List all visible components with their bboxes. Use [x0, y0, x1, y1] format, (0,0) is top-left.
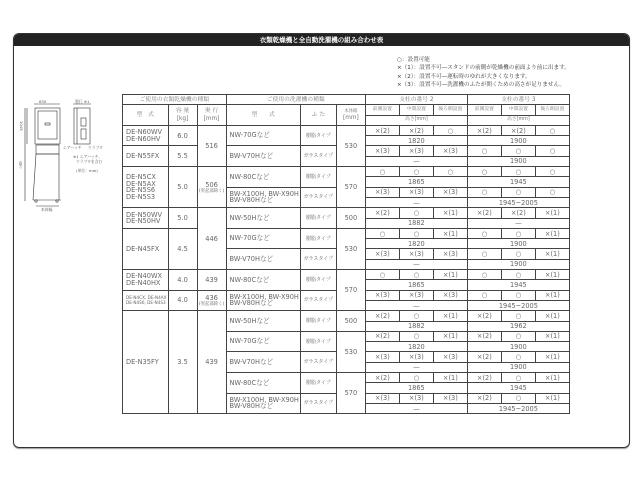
pillar3-mark: ○ [535, 167, 569, 177]
washer-model: NW-80Cなど [229, 172, 270, 181]
pillar2-mark: ×(3) [433, 290, 467, 300]
washer-width-cell: 530 [336, 228, 365, 269]
dryer-depth-cell [197, 125, 226, 166]
pillar2-mark: ○ [365, 270, 399, 280]
washer-model-cell [226, 228, 300, 249]
dryer-model-cell [123, 270, 169, 291]
table-row [123, 311, 570, 321]
pillar3-height: 1900 [467, 136, 569, 146]
washer-model-cell [226, 331, 300, 352]
diagram-note-2: ウラブタを含む [76, 159, 103, 164]
washer-model: NW-70Gなど [229, 234, 270, 243]
pillar2-mark: ○ [399, 373, 433, 383]
dryer-depth: 506 [205, 180, 218, 189]
diagram-total-label: 高さ [19, 161, 24, 169]
header-depth [197, 105, 226, 126]
washer-lid-cell: 樹脂タイプ [300, 228, 336, 249]
pillar3-mark: ×(2) [467, 125, 501, 135]
pillar3-mark: ×(2) [467, 311, 501, 321]
washer-width-cell: 530 [336, 125, 365, 166]
header-depth-unit: [mm] [203, 116, 220, 123]
diagram-air-hatch-label: エアハッチ [63, 145, 82, 150]
pillar2-mark: ○ [399, 331, 433, 341]
pillar2-height: 1820 [365, 342, 467, 352]
washer-lid-cell: 樹脂タイプ [300, 167, 336, 188]
dryer-depth-cell [197, 208, 226, 270]
washer-model-cell [226, 125, 300, 146]
pillar3-mark: ○ [467, 270, 501, 280]
dryer-capacity-cell: 3.5 [168, 311, 197, 414]
washer-model-cell [226, 167, 300, 188]
header-pillar-2: 支柱の番号 2 [365, 95, 467, 105]
dryer-depth-note: (突起部除く) [198, 301, 225, 307]
header-capacity-unit: [kg] [176, 116, 189, 123]
dryer-model-cell [123, 311, 169, 414]
diagram-base-label: 本体幅 [41, 207, 53, 212]
washer-model-cell [226, 352, 300, 373]
washer-model: BW-V70Hなど [229, 255, 274, 263]
header-capacity [168, 105, 197, 126]
washer-width-cell: 500 [336, 311, 365, 332]
header-p3-front: 前側設置 [467, 105, 501, 115]
pillar3-mark: ×(1) [535, 290, 569, 300]
pillar3-mark: ○ [501, 373, 535, 383]
washer-model: NW-80Cなど [229, 275, 270, 284]
pillar3-mark: ○ [467, 167, 501, 177]
pillar3-height: 1945~2005 [467, 197, 569, 207]
dryer-model: DE-N50WV [126, 210, 162, 219]
washer-lid-cell: 樹脂タイプ [300, 125, 336, 146]
pillar3-mark: ×(2) [467, 208, 501, 218]
pillar3-mark: ×(1) [535, 373, 569, 383]
diagram-height-label: 1045 [19, 121, 24, 131]
header-lid: ふ た [300, 105, 336, 126]
pillar3-mark: ○ [501, 352, 535, 362]
diagram-unit: (単位：mm) [76, 168, 98, 173]
pillar2-mark: ○ [399, 228, 433, 238]
washer-model: NW-50Hなど [229, 316, 270, 325]
pillar2-mark: ×(3) [433, 352, 467, 362]
pillar3-mark: ○ [535, 125, 569, 135]
dryer-model: DE-N5AX [126, 179, 156, 188]
combination-table [122, 94, 570, 414]
dryer-model-cell [123, 290, 169, 311]
pillar3-height: 1945 [467, 280, 569, 290]
pillar2-height: 1820 [365, 239, 467, 249]
dryer-depth: 516 [205, 141, 218, 150]
pillar2-height: 1882 [365, 218, 467, 228]
dryer-model: DE-N4S6, DE-N4S3 [126, 300, 166, 306]
pillar3-mark: ○ [467, 228, 501, 238]
washer-lid-cell: ガラスタイプ [300, 393, 336, 414]
pillar3-mark: ○ [467, 187, 501, 197]
pillar2-mark: ×(3) [399, 249, 433, 259]
pillar3-mark: ×(1) [535, 208, 569, 218]
washer-model: NW-50Hなど [229, 213, 270, 222]
pillar2-mark: ×(2) [365, 311, 399, 321]
dryer-model: DE-N35FY [126, 357, 159, 366]
washer-lid-cell: ガラスタイプ [300, 249, 336, 270]
dryer-model: DE-N5S6 [126, 186, 156, 195]
pillar2-mark: ×(2) [365, 373, 399, 383]
pillar2-mark: ×(3) [433, 393, 467, 403]
pillar3-height: — [467, 218, 569, 228]
pillar3-mark: ○ [535, 146, 569, 156]
dryer-model: DE-N4CX, DE-N4AX [126, 295, 167, 301]
pillar2-height: 1865 [365, 383, 467, 393]
pillar3-mark: ○ [535, 187, 569, 197]
pillar3-mark: ×(1) [535, 249, 569, 259]
pillar3-height: 1900 [467, 239, 569, 249]
pillar2-mark: ×(3) [399, 352, 433, 362]
washer-model-cell [226, 290, 300, 311]
washer-model-cell [226, 311, 300, 332]
header-dryer-group: ご使用の衣類乾燥機の種類 [123, 95, 227, 105]
washer-model-2: BW-V80Hなど [229, 402, 274, 411]
pillar2-mark: ×(1) [433, 331, 467, 341]
pillar3-mark: ×(2) [467, 352, 501, 362]
pillar3-mark: ○ [501, 331, 535, 341]
header-washer-model: 型 式 [226, 105, 300, 126]
header-p3-height: 高さ[mm] [467, 115, 569, 125]
dryer-depth-cell [197, 270, 226, 291]
pillar3-height: 1900 [467, 156, 569, 166]
pillar2-mark: ×(3) [399, 187, 433, 197]
table-row [123, 228, 570, 238]
washer-width-cell: 570 [336, 270, 365, 311]
header-p2-middle: 中間設置 [399, 105, 433, 115]
pillar2-mark: ×(1) [433, 208, 467, 218]
dryer-depth-cell [197, 290, 226, 311]
pillar2-mark: ×(2) [365, 125, 399, 135]
pillar2-mark: ×(3) [365, 352, 399, 362]
washer-model-cell [226, 208, 300, 229]
washer-lid-cell: ガラスタイプ [300, 187, 336, 208]
pillar2-mark: ×(3) [433, 249, 467, 259]
pillar2-height: — [365, 300, 467, 310]
pillar2-mark: ×(3) [399, 290, 433, 300]
pillar2-mark: ×(3) [365, 249, 399, 259]
dryer-model-cell [123, 167, 169, 208]
dryer-depth: 439 [205, 358, 218, 367]
dryer-model: DE-N40HX [126, 278, 161, 287]
pillar2-mark: ×(1) [433, 270, 467, 280]
pillar2-mark: ○ [399, 208, 433, 218]
pillar2-mark: ×(1) [433, 311, 467, 321]
header-column-row [123, 105, 570, 115]
dryer-model: DE-N45FX [126, 244, 160, 253]
pillar2-height: — [365, 259, 467, 269]
dryer-depth-cell [197, 311, 226, 414]
dryer-depth-cell [197, 167, 226, 208]
pillar3-height: 1945 [467, 383, 569, 393]
washer-model-cell [226, 146, 300, 167]
pillar3-height: 1945~2005 [467, 300, 569, 310]
document-frame [13, 33, 630, 448]
pillar3-height: 1962 [467, 321, 569, 331]
pillar3-mark: ×(1) [535, 352, 569, 362]
dryer-capacity-cell: 5.0 [168, 208, 197, 229]
washer-model: BW-X100H, BW-X90H [229, 292, 299, 301]
pillar3-mark: ×(1) [535, 393, 569, 403]
pillar2-height: — [365, 403, 467, 413]
dryer-capacity-cell: 4.0 [168, 290, 197, 311]
legend-item-x3: ×（3）：設置不可―洗濯機のふたが開くための高さが足りません。 [397, 81, 566, 88]
washer-lid-cell: ガラスタイプ [300, 352, 336, 373]
table-row [123, 167, 570, 177]
dryer-capacity-cell: 5.5 [168, 146, 197, 167]
pillar2-mark: ×(3) [365, 393, 399, 403]
dryer-model: DE-N55FX [126, 152, 160, 161]
pillar3-height: 1945 [467, 177, 569, 187]
pillar2-mark: ×(2) [365, 331, 399, 341]
washer-lid-cell: 樹脂タイプ [300, 270, 336, 291]
dryer-model: DE-N60WV [126, 128, 162, 137]
header-width [336, 105, 365, 126]
pillar2-mark: ×(3) [433, 146, 467, 156]
pillar3-mark: ×(1) [535, 331, 569, 341]
washer-model: BW-V70Hなど [229, 152, 274, 161]
washer-model-2: BW-V80Hなど [229, 299, 274, 308]
table-row [123, 270, 570, 280]
pillar2-mark: ○ [399, 311, 433, 321]
header-group-row [123, 95, 570, 105]
pillar2-height: — [365, 362, 467, 372]
pillar3-mark: ×(1) [535, 311, 569, 321]
pillar3-mark: ○ [501, 187, 535, 197]
legend-item-x2: ×（2）：設置不可―運転時のゆれが大きくなります。 [397, 73, 531, 80]
washer-width-cell: 570 [336, 167, 365, 208]
pillar2-mark: ○ [399, 167, 433, 177]
washer-width-cell: 570 [336, 373, 365, 414]
washer-model: BW-X100H, BW-X90H [229, 189, 299, 198]
header-p3-back: 後ろ側設置 [535, 105, 569, 115]
dryer-model: DE-N60HV [126, 134, 161, 143]
dryer-depth: 439 [205, 275, 218, 284]
diagram-width-label: 630 [39, 99, 47, 104]
legend-item-ok: ○：設置可能 [397, 57, 430, 63]
dryer-capacity-cell: 4.0 [168, 270, 197, 291]
washer-lid-cell: 樹脂タイプ [300, 331, 336, 352]
dryer-model-cell [123, 146, 169, 167]
pillar3-height: 1945~2005 [467, 403, 569, 413]
washer-model: BW-V70Hなど [229, 357, 274, 366]
header-p2-height: 高さ[mm] [365, 115, 467, 125]
pillar2-mark: ×(2) [399, 125, 433, 135]
washer-lid-cell: ガラスタイプ [300, 146, 336, 167]
washer-lid-cell: 樹脂タイプ [300, 208, 336, 229]
pillar3-mark: ○ [501, 393, 535, 403]
pillar2-mark: ○ [433, 167, 467, 177]
pillar3-height: 1900 [467, 362, 569, 372]
pillar2-height: 1820 [365, 136, 467, 146]
dryer-model: DE-N5S3 [126, 192, 156, 201]
pillar3-mark: ○ [501, 270, 535, 280]
pillar3-mark: ○ [501, 228, 535, 238]
table-row [123, 125, 570, 135]
pillar2-height: 1865 [365, 177, 467, 187]
pillar2-mark: ○ [399, 270, 433, 280]
header-washer-group: ご使用の洗濯機の種類 [226, 95, 365, 105]
diagram-depth-label: 奥行 ※1 [75, 99, 90, 104]
washer-model-cell [226, 249, 300, 270]
pillar3-mark: ×(2) [467, 393, 501, 403]
header-p2-front: 前側設置 [365, 105, 399, 115]
washer-model: NW-80Cなど [229, 378, 270, 387]
pillar3-mark: ○ [467, 249, 501, 259]
washer-lid-cell: 樹脂タイプ [300, 311, 336, 332]
pillar2-height: 1882 [365, 321, 467, 331]
pillar2-mark: ○ [365, 167, 399, 177]
pillar2-height: — [365, 197, 467, 207]
pillar2-mark: ×(3) [433, 187, 467, 197]
pillar3-mark: ○ [501, 249, 535, 259]
diagram-back-cover-label: ウラブタ [88, 145, 103, 150]
dryer-model: DE-N5CX [126, 173, 156, 182]
pillar3-mark: ×(2) [467, 373, 501, 383]
washer-model-cell [226, 373, 300, 394]
pillar3-mark: ○ [501, 167, 535, 177]
dryer-capacity-cell: 5.0 [168, 167, 197, 208]
dryer-model-cell [123, 208, 169, 229]
header-p2-back: 後ろ側設置 [433, 105, 467, 115]
pillar2-mark: ×(3) [365, 146, 399, 156]
pillar2-mark: ×(3) [365, 290, 399, 300]
pillar2-mark: ○ [365, 228, 399, 238]
pillar3-mark: ○ [501, 290, 535, 300]
pillar2-height: — [365, 156, 467, 166]
pillar3-mark: ×(1) [535, 228, 569, 238]
washer-model-2: BW-V80Hなど [229, 196, 274, 205]
dryer-depth: 436 [205, 293, 218, 302]
pillar3-mark: ○ [467, 290, 501, 300]
washer-width-cell: 530 [336, 331, 365, 372]
washer-model-cell [226, 393, 300, 414]
pillar2-mark: ×(3) [399, 393, 433, 403]
pillar3-mark: ×(2) [501, 208, 535, 218]
header-model: 型 式 [123, 105, 169, 126]
pillar2-mark: ×(1) [433, 373, 467, 383]
header-p3-middle: 中間設置 [501, 105, 535, 115]
washer-lid-cell: 樹脂タイプ [300, 373, 336, 394]
document-title: 衣類乾燥機と全自動洗濯機の組み合わせ表 [14, 34, 629, 46]
table-row [123, 208, 570, 218]
header-width-label: 本体幅 [344, 108, 358, 114]
washer-model: NW-70Gなど [229, 131, 270, 140]
pillar3-mark: ×(2) [501, 125, 535, 135]
dryer-model-cell [123, 228, 169, 269]
installation-diagram [19, 96, 114, 216]
pillar2-mark: ×(3) [365, 187, 399, 197]
pillar3-mark: ×(2) [467, 331, 501, 341]
washer-model-cell [226, 187, 300, 208]
legend-item-x1: ×（1）：設置不可―スタンドの前側が乾燥機の前面より前に出ます。 [397, 65, 570, 72]
pillar3-height: 1900 [467, 259, 569, 269]
header-pillar-3: 支柱の番号 3 [467, 95, 569, 105]
dryer-capacity-cell: 4.5 [168, 228, 197, 269]
pillar3-mark: ○ [501, 146, 535, 156]
header-width-unit: [mm] [342, 114, 359, 121]
diagram-note-1: ※1 エアハッチ、 [73, 154, 103, 159]
pillar3-mark: ○ [501, 311, 535, 321]
washer-lid-cell: ガラスタイプ [300, 290, 336, 311]
dryer-depth-note: (突起部除く) [198, 188, 225, 194]
pillar2-mark: ○ [433, 125, 467, 135]
dryer-depth: 446 [205, 234, 218, 243]
dryer-model-cell [123, 125, 169, 146]
washer-model: NW-70Gなど [229, 337, 270, 346]
pillar2-mark: ×(2) [365, 208, 399, 218]
pillar2-mark: ×(1) [433, 228, 467, 238]
header-capacity-label: 容 量 [175, 108, 190, 115]
pillar3-height: 1900 [467, 342, 569, 352]
header-depth-label: 奥 行 [204, 108, 219, 115]
dryer-capacity-cell: 6.0 [168, 125, 197, 146]
washer-model: BW-X100H, BW-X90H [229, 395, 299, 404]
washer-width-cell: 500 [336, 208, 365, 229]
pillar3-mark: ×(1) [535, 270, 569, 280]
washer-model-cell [226, 270, 300, 291]
pillar2-mark: ×(3) [399, 146, 433, 156]
dryer-model: DE-N50HV [126, 217, 161, 226]
pillar2-height: 1865 [365, 280, 467, 290]
dryer-model: DE-N40WX [126, 272, 162, 281]
pillar3-mark: ○ [467, 146, 501, 156]
legend [397, 56, 570, 89]
